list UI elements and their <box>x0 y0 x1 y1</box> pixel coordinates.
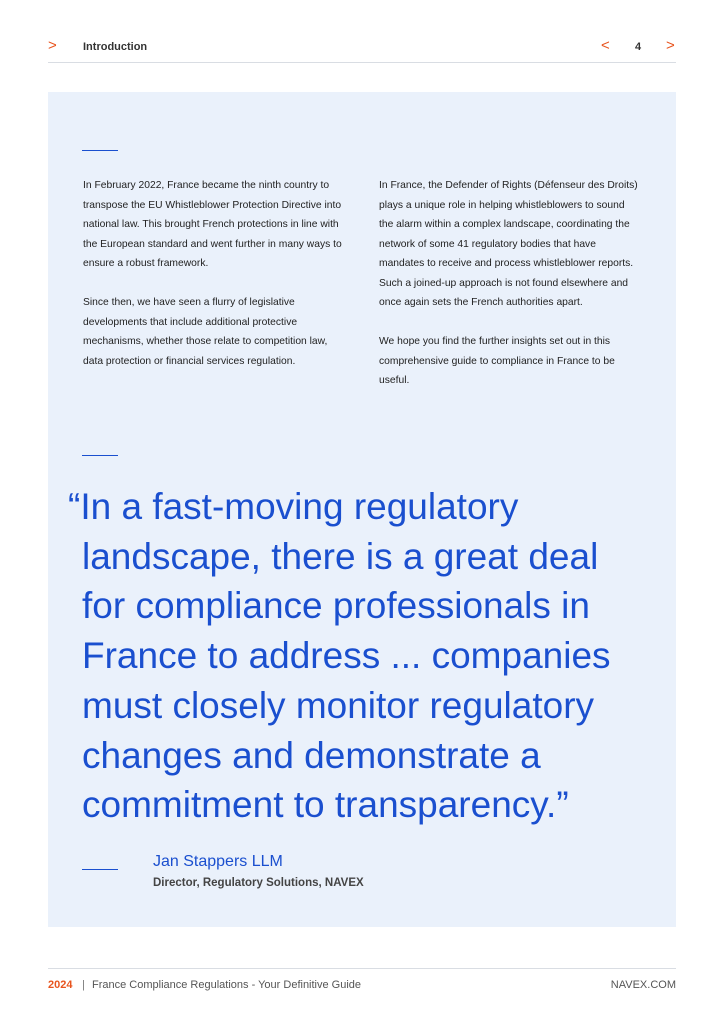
intro-column-left <box>83 176 345 391</box>
section-chevron-icon: > <box>48 37 57 54</box>
intro-column-right <box>379 176 641 410</box>
footer-separator: | <box>82 979 85 991</box>
top-divider <box>82 150 118 151</box>
previous-page-icon[interactable]: < <box>601 37 610 54</box>
quote-line: changes and demonstrate a <box>82 734 541 776</box>
page-footer <box>48 968 676 999</box>
paragraph: Since then, we have seen a flurry of legislative developments that include additional protective mechanisms, whether those relate to competition law, data protection or financial services regulation. <box>83 297 328 367</box>
page-number: 4 <box>635 41 642 53</box>
intro-panel <box>48 92 676 927</box>
paragraph: We hope you find the further insights set out in this comprehensive guide to compliance in France to be useful. <box>379 336 615 386</box>
paragraph: In France, the Defender of Rights (Défenseur des Droits) plays a unique role in helping whistleblowers to sound the alarm within a complex landscape, coordinating the network of some 41 regulatory bodies that have mandates to receive and process whistleblower reports. Such a joined-up approach is not found elsewhere and once again sets the French authorities apart. <box>379 180 638 308</box>
quote-line: France to address ... companies <box>82 635 611 677</box>
paragraph: In February 2022, France became the ninth country to transpose the EU Whistleblower Protection Directive into national law. This brought French protections in line with the European standard and went further in many ways to ensure a robust framework. <box>83 180 342 269</box>
section-title: Introduction <box>83 41 148 53</box>
quote-line: must closely monitor regulatory <box>82 684 595 726</box>
pull-quote <box>68 482 668 830</box>
quote-line: “In a fast-moving regulatory <box>68 486 519 527</box>
quote-divider <box>82 455 118 456</box>
quote-line: landscape, there is a great deal <box>82 535 599 577</box>
quote-line: commitment to transparency.” <box>82 784 569 826</box>
next-page-icon[interactable]: > <box>666 37 675 54</box>
footer-document-title: France Compliance Regulations - Your Definitive Guide <box>92 979 362 991</box>
footer-website-link[interactable]: NAVEX.COM <box>610 979 676 991</box>
page-header <box>48 36 676 63</box>
quote-author: Jan Stappers LLM <box>153 853 283 870</box>
footer-year: 2024 <box>48 979 73 991</box>
quote-line: for compliance professionals in <box>82 585 590 627</box>
quote-author-title: Director, Regulatory Solutions, NAVEX <box>153 877 364 889</box>
attribution-divider <box>82 869 118 870</box>
